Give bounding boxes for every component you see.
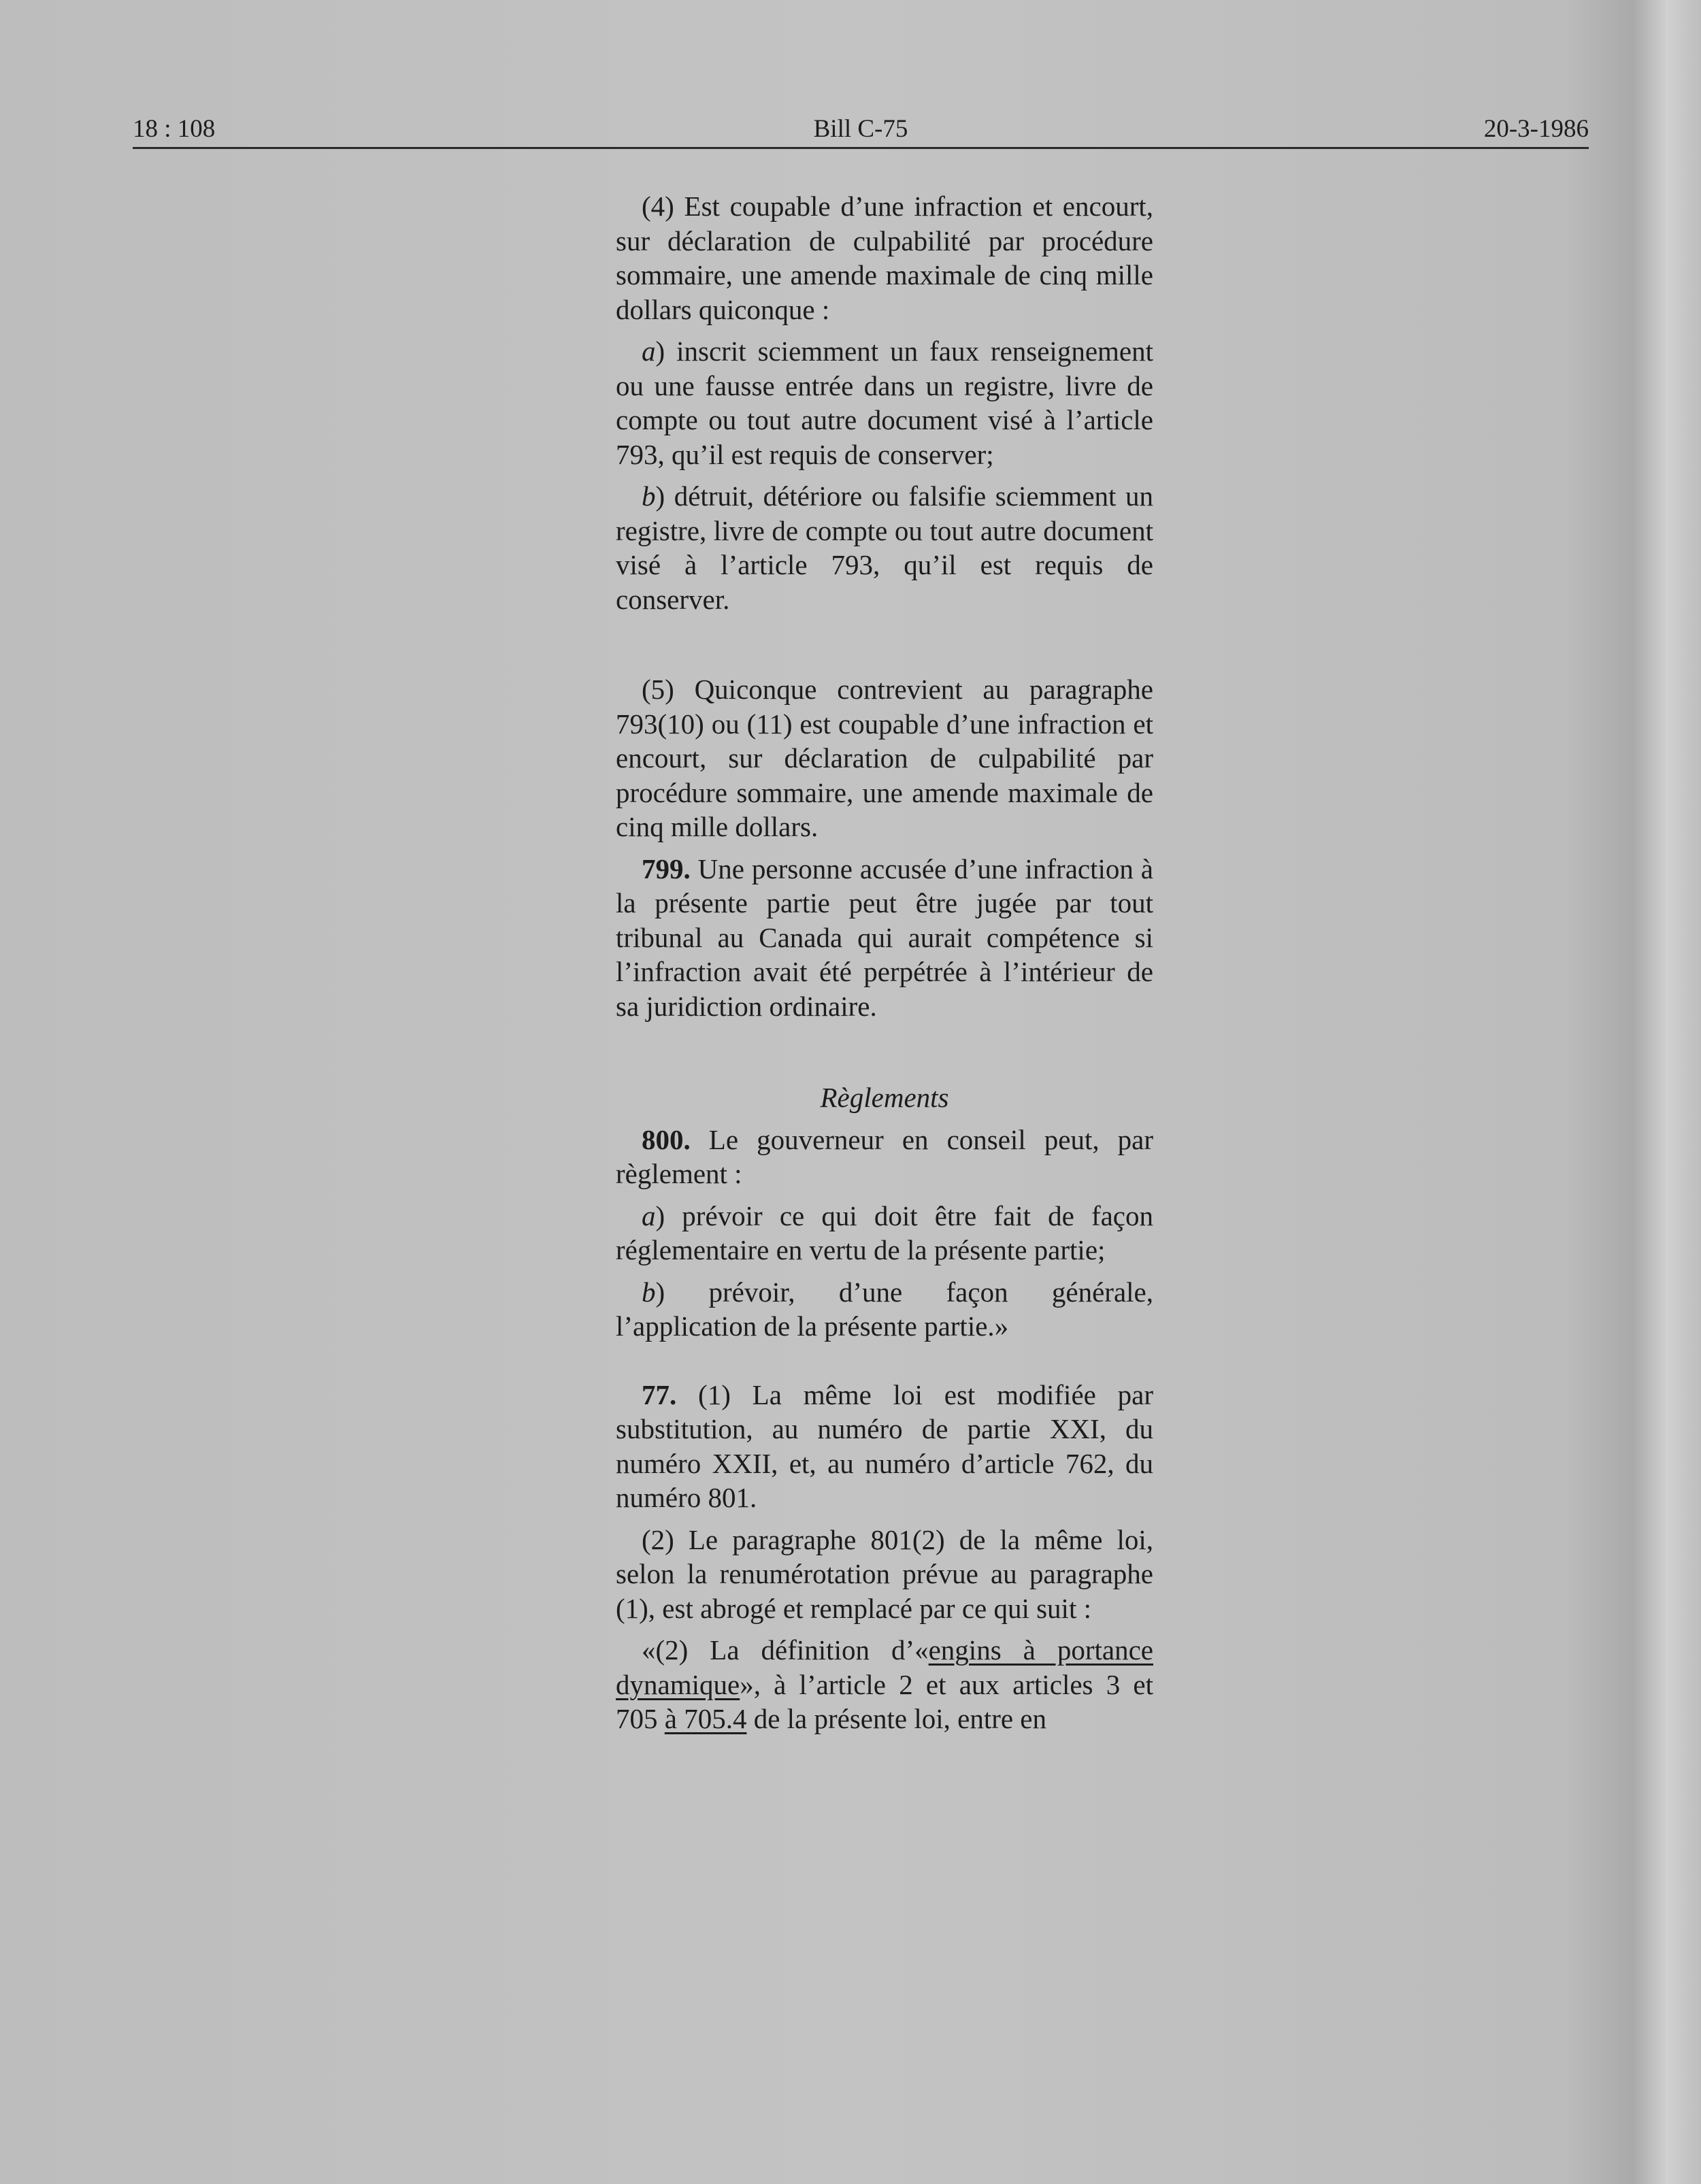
underlined-range: à 705.4	[664, 1703, 747, 1734]
subsection-4-intro: (4) Est coupable d’une infraction et encourt, sur déclaration de culpabilité par procédure sommaire, une amende maximale de cinq mille dollars quiconque :	[616, 191, 1153, 325]
running-head	[133, 114, 1589, 147]
underlined-term: engins à portance dynamique	[616, 1634, 1153, 1700]
quote-end: de la présente loi, entre en	[746, 1703, 1047, 1734]
paragraph-letter: b	[642, 480, 656, 512]
section-text: Le gouverneur en conseil peut, par règlement :	[616, 1123, 1153, 1189]
quote-start: «(2) La définition d’«	[642, 1634, 929, 1666]
bill-text-column	[616, 189, 1153, 1744]
section-799	[616, 852, 1153, 1024]
section-heading: Règlements	[820, 1082, 949, 1113]
quote-middle: », à l’article 2 et aux articles 3 et 705	[616, 1668, 1153, 1734]
bill-title: Bill C-75	[813, 115, 908, 143]
clause-number: 77.	[642, 1378, 677, 1410]
clause-77-2: (2) Le paragraphe 801(2) de la même loi, selon la renumérotation prévue au paragraphe (1), est abrogé et remplacé par ce qui suit :	[616, 1523, 1153, 1624]
clause-77-1	[616, 1378, 1153, 1515]
page-reference: 18 : 108	[133, 115, 216, 143]
header-rule	[133, 147, 1589, 149]
subsection-4-paragraph-a	[616, 334, 1153, 471]
section-800-paragraph-a	[616, 1199, 1153, 1268]
subsection-5: (5) Quiconque contrevient au paragraphe 793(10) ou (11) est coupable d’une infraction et encourt, sur déclaration de culpabilité par procédure sommaire, une amende maximale de cinq mille dollars.	[616, 674, 1153, 842]
subsection-4-paragraph-b	[616, 479, 1153, 616]
sitting-date: 20-3-1986	[1483, 115, 1589, 143]
paragraph-letter: a	[642, 335, 656, 367]
paragraph-letter: b	[642, 1276, 656, 1308]
section-number: 800.	[642, 1123, 691, 1155]
clause-text: (1) La même loi est modifiée par substitution, au numéro de partie XXI, du numéro XXII, et, au numéro d’article 762, du numéro 801.	[616, 1378, 1153, 1513]
paragraph-text: ) prévoir ce qui doit être fait de façon réglementaire en vertu de la présente partie;	[616, 1199, 1153, 1265]
paragraph-letter: a	[642, 1199, 656, 1231]
section-number: 799.	[642, 853, 691, 884]
section-800	[616, 1123, 1153, 1191]
section-800-paragraph-b	[616, 1275, 1153, 1344]
paragraph-text: ) prévoir, d’une façon générale, l’application de la présente partie.»	[616, 1276, 1153, 1342]
paragraph-text: ) inscrit sciemment un faux renseignement ou une fausse entrée dans un registre, livre de compte ou tout autre document visé à l’article 793, qu’il est requis de conserver;	[616, 335, 1153, 470]
section-text: Une personne accusée d’une infraction à la présente partie peut être jugée par tout tribunal au Canada qui aurait compétence si l’infraction avait été perpétrée à l’intérieur de sa juridiction ordinaire.	[616, 853, 1153, 1022]
paragraph-text: ) détruit, détériore ou falsifie sciemment un registre, livre de compte ou tout autre document visé à l’article 793, qu’il est requis de conserver.	[616, 480, 1153, 615]
quoted-amendment	[616, 1633, 1153, 1736]
